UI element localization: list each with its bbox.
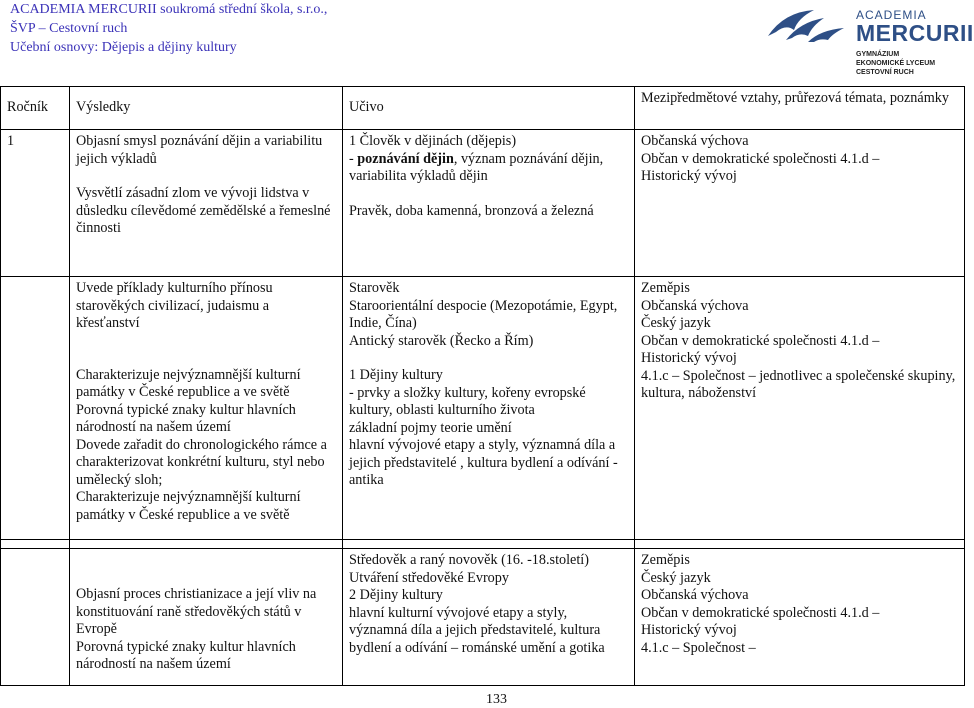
vysledky-line: Charakterizuje nejvýznamnější kulturní památky v České republice a ve světě <box>76 366 301 400</box>
page-number: 133 <box>486 692 507 707</box>
header-vztahy: Mezipředmětové vztahy, průřezová témata, poznámky <box>635 87 965 130</box>
ucivo-line: základní pojmy teorie umění <box>349 419 512 436</box>
table-row <box>1 277 965 540</box>
vztahy-line: Zeměpis <box>641 552 690 568</box>
vztahy-line: Občan v demokratické společnosti 4.1.d – <box>641 604 880 621</box>
vztahy-line: Historický vývoj <box>641 350 737 366</box>
vztahy-line: 4.1.c – Společnost – jednotlivec a společenské skupiny, kultura, náboženství <box>641 367 956 401</box>
table-spacer-row <box>1 540 965 549</box>
vztahy-line: Občanská výchova <box>641 133 749 149</box>
vysledky-line: Charakterizuje nejvýznamnější kulturní památky v České republice a ve světě <box>76 489 301 523</box>
header-ucivo: Učivo <box>343 87 635 130</box>
ucivo-line: hlavní kulturní vývojové etapy a styly, významná díla a jejich představitelé, kultura bydlení a odívání – románské umění a gotika <box>349 604 605 656</box>
ucivo-line: 2 Dějiny kultury <box>349 587 443 603</box>
row1-vysledky <box>70 130 343 277</box>
ucivo-line: Utváření středověké Evropy <box>349 569 509 586</box>
vztahy-line: Občanská výchova <box>641 297 749 314</box>
vysledky-line: Uvede příklady kulturního přínosu starověkých civilizací, judaismu a křesťanství <box>76 280 273 331</box>
table-row <box>1 130 965 277</box>
table-header-row <box>1 87 965 130</box>
ucivo-prefix: - <box>349 150 358 167</box>
header-program: ŠVP – Cestovní ruch <box>10 21 128 36</box>
ucivo-line <box>349 151 628 186</box>
row1-rocnik: 1 <box>1 130 70 277</box>
vztahy-line: 4.1.c – Společnost – <box>641 639 756 656</box>
ucivo-line: hlavní vývojové etapy a styly, významná díla a jejich představitelé , kultura bydlení a odívání - antika <box>349 437 618 488</box>
ucivo-bold-term: poznávání dějin <box>357 150 454 167</box>
ucivo-rest: , význam poznávání dějin, variabilita výkladů dějin <box>349 150 604 184</box>
vztahy-line: Historický vývoj <box>641 168 737 184</box>
ucivo-line: - prvky a složky kultury, kořeny evropské kultury, oblasti kulturního života <box>349 384 586 418</box>
row2-rocnik <box>1 277 70 540</box>
table-row <box>1 549 965 686</box>
vztahy-line: Český jazyk <box>641 315 711 331</box>
ucivo-line: 1 Dějiny kultury <box>349 367 443 383</box>
logo-sub-line: GYMNÁZIUM <box>856 51 900 58</box>
vztahy-line: Občanská výchova <box>641 587 749 603</box>
document-header <box>10 0 327 57</box>
spacer-cell <box>635 540 965 549</box>
ucivo-line: Antický starověk (Řecko a Řím) <box>349 332 534 349</box>
vysledky-line: Dovede zařadit do chronologického rámce a charakterizovat konkrétní kulturu, styl nebo umělecký sloh; <box>76 436 327 488</box>
header-school-name: ACADEMIA MERCURII soukromá střední škola, s.r.o., <box>10 2 328 17</box>
row3-vztahy <box>635 549 965 686</box>
row2-vztahy <box>635 277 965 540</box>
vysledky-line: Porovná typické znaky kultur hlavních národností na našem území <box>76 401 296 435</box>
vztahy-line: Občan v demokratické společnosti 4.1.d – <box>641 150 880 167</box>
logo-sub-line: CESTOVNÍ RUCH <box>856 69 914 76</box>
vysledky-line: Porovná typické znaky kultur hlavních národností na našem území <box>76 638 296 672</box>
row3-ucivo <box>343 549 635 686</box>
vysledky-line: Objasní smysl poznávání dějin a variabilitu <box>76 133 323 149</box>
row1-vztahy <box>635 130 965 277</box>
header-vysledky: Výsledky <box>70 87 343 130</box>
spacer-cell <box>343 540 635 549</box>
logo-sub-line: EKONOMICKÉ LYCEUM <box>856 60 936 67</box>
vztahy-line: Občan v demokratické společnosti 4.1.d – <box>641 332 880 349</box>
logo-name-main: MERCURII <box>856 20 974 46</box>
winged-logo-icon <box>764 6 852 46</box>
row3-rocnik <box>1 549 70 686</box>
header-subject: Učební osnovy: Dějepis a dějiny kultury <box>10 40 237 55</box>
school-logo <box>764 6 974 80</box>
logo-name-top: ACADEMIA <box>856 8 927 22</box>
vysledky-line: Vysvětlí zásadní zlom ve vývoji lidstva v důsledku cílevědomé zemědělské a řemeslné činnosti <box>76 185 331 236</box>
vztahy-line: Zeměpis <box>641 280 690 296</box>
spacer-cell <box>70 540 343 549</box>
header-rocnik: Ročník <box>1 87 70 130</box>
row2-vysledky <box>70 277 343 540</box>
ucivo-line: Středověk a raný novověk (16. -18.století) <box>349 552 589 568</box>
ucivo-line: Starověk <box>349 280 400 296</box>
row1-ucivo <box>343 130 635 277</box>
vysledky-line: Objasní proces christianizace a její vliv na konstituování raně středověkých států v Evropě <box>76 586 317 637</box>
vztahy-line: Historický vývoj <box>641 622 737 638</box>
logo-subtitle <box>856 50 935 77</box>
spacer-cell <box>1 540 70 549</box>
row3-vysledky <box>70 549 343 686</box>
ucivo-line: Pravěk, doba kamenná, bronzová a železná <box>349 202 594 219</box>
ucivo-line: 1 Člověk v dějinách (dějepis) <box>349 133 517 149</box>
vysledky-line: jejich výkladů <box>76 150 157 167</box>
curriculum-table <box>0 86 965 686</box>
vztahy-line: Český jazyk <box>641 569 711 586</box>
row2-ucivo <box>343 277 635 540</box>
ucivo-line: Staroorientální despocie (Mezopotámie, Egypt, Indie, Čína) <box>349 297 618 331</box>
